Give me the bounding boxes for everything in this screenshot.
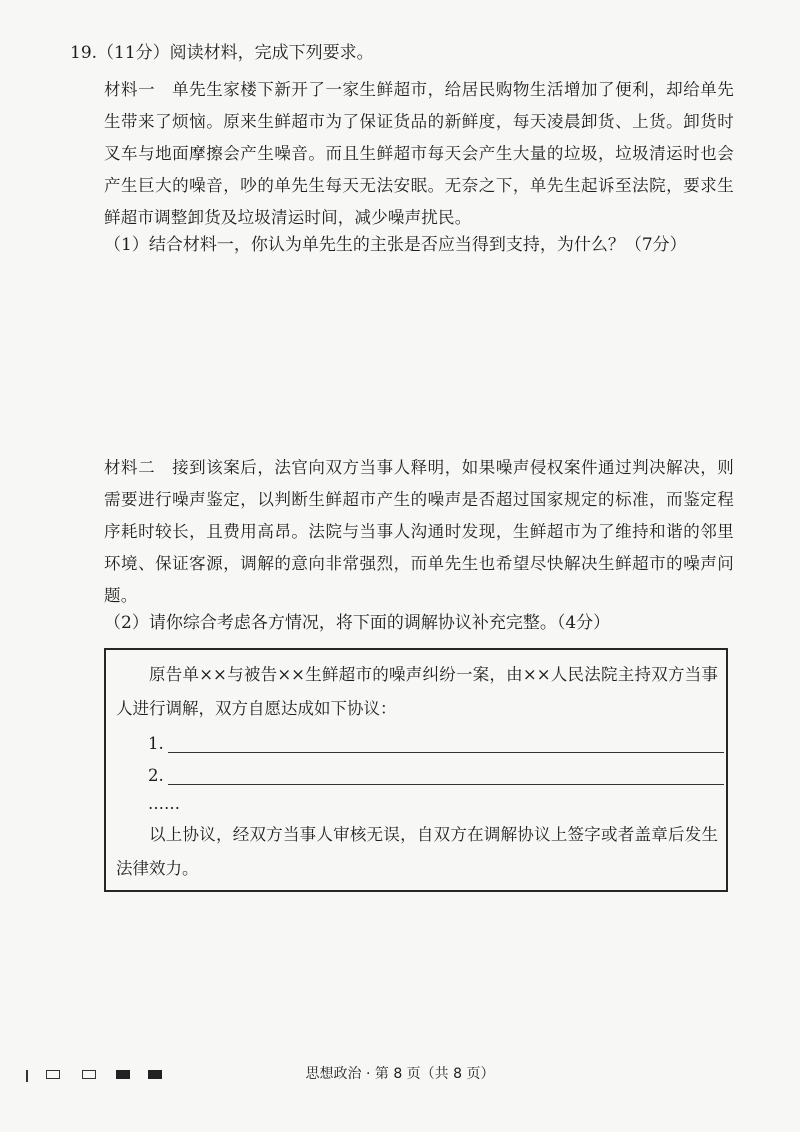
material-two-text: 材料二 接到该案后，法官向双方当事人释明，如果噪声侵权案件通过判决解决，则需要进行噪声鉴定，以判断生鲜超市产生的噪声是否超过国家规定的标准，而鉴定程序耗时较长，且费用高昂。法院与当事人沟通时发现，生鲜超市为了维持和谐的邻里环境、保证客源，调解的意向非常强烈，而单先生也希望尽快解决生鲜超市的噪声问题。 [104, 458, 734, 605]
page-footer: 思想政治 · 第 8 页（共 8 页） [305, 1066, 495, 1082]
agreement-item-1[interactable] [148, 732, 724, 756]
mediation-agreement-box [104, 648, 728, 892]
fill-in-line [168, 784, 724, 785]
sub-question-two: （2）请你综合考虑各方情况，将下面的调解协议补充完整。（4分） [104, 613, 611, 633]
agreement-item-2[interactable] [148, 764, 724, 788]
agreement-item-number: 2. [148, 766, 164, 785]
agreement-outro: 以上协议，经双方当事人审核无误，自双方在调解协议上签字或者盖章后发生法律效力。 [116, 825, 718, 878]
agreement-intro: 原告单××与被告××生鲜超市的噪声纠纷一案，由××人民法院主持双方当事人进行调解，双方自愿达成如下协议： [116, 665, 718, 718]
agreement-item-number: 1. [148, 734, 164, 753]
answer-space-one[interactable] [104, 270, 734, 440]
material-one-text: 材料一 单先生家楼下新开了一家生鲜超市，给居民购物生活增加了便利，却给单先生带来了烦恼。原来生鲜超市为了保证货品的新鲜度，每天凌晨卸货、上货。卸货时叉车与地面摩擦会产生噪音。而且生鲜超市每天会产生大量的垃圾，垃圾清运时也会产生巨大的噪音，吵的单先生每天无法安眠。无奈之下，单先生起诉至法院，要求生鲜超市调整卸货及垃圾清运时间，减少噪声扰民。 [104, 80, 734, 227]
sub-question-one: （1）结合材料一，你认为单先生的主张是否应当得到支持，为什么？（7分） [104, 235, 687, 255]
fill-in-line [168, 752, 724, 753]
question-header: 19.（11分）阅读材料，完成下列要求。 [70, 43, 374, 63]
agreement-ellipsis: …… [148, 794, 180, 813]
